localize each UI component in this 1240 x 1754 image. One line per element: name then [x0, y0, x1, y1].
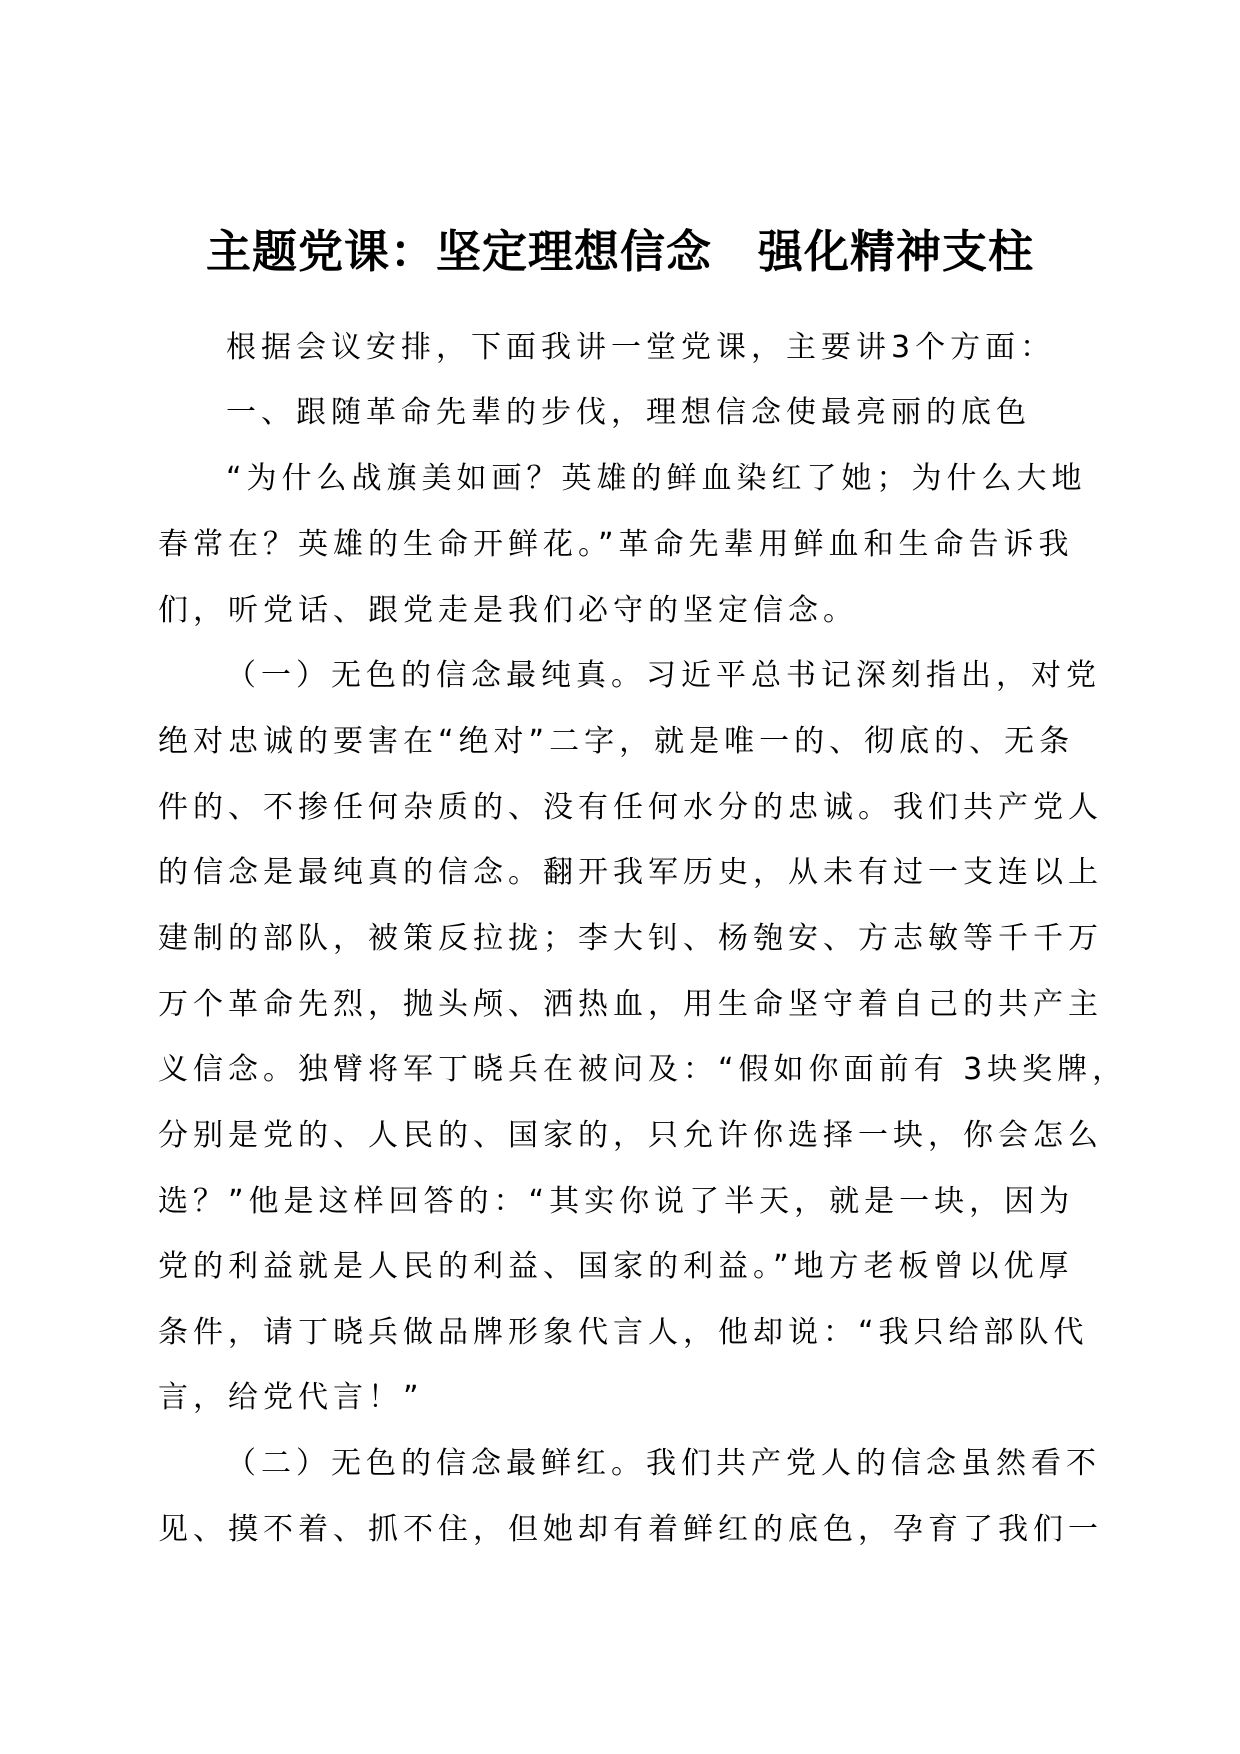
text-line: 见、摸不着、抓不住，但她却有着鲜红的底色，孕育了我们一 [158, 1512, 1103, 1547]
text-line: 春常在？英雄的生命开鲜花。”革命先辈用鲜血和生命告诉我 [158, 527, 1074, 562]
subsection-paragraph-2: （二）无色的信念最鲜红。我们共产党人的信念虽然看不 [226, 1446, 1101, 1481]
text-line: 万个革命先烈，抛头颅、洒热血，用生命坚守着自己的共产主 [158, 987, 1103, 1022]
text-line-intro: 根据会议安排，下面我讲一堂党课，主要讲3个方面： [226, 330, 1056, 365]
text-line: 条件，请丁晓兵做品牌形象代言人，他却说：“我只给部队代 [158, 1315, 1089, 1350]
text-line: 义信念。独臂将军丁晓兵在被问及：“假如你面前有 3块奖牌， [158, 1052, 1128, 1087]
text-line: 件的、不掺任何杂质的、没有任何水分的忠诚。我们共产党人 [158, 790, 1103, 825]
section-heading-1: 一、跟随革命先辈的步伐，理想信念使最亮丽的底色 [226, 395, 1031, 430]
document-title: 主题党课：坚定理想信念 强化精神支柱 [205, 225, 1034, 278]
text-line: 的信念是最纯真的信念。翻开我军历史，从未有过一支连以上 [158, 855, 1103, 890]
text-line: 党的利益就是人民的利益、国家的利益。”地方老板曾以优厚 [158, 1249, 1074, 1284]
text-line: 分别是党的、人民的、国家的，只允许你选择一块，你会怎么 [158, 1118, 1103, 1153]
text-line: 建制的部队，被策反拉拢；李大钊、杨匏安、方志敏等千千万 [158, 921, 1103, 956]
text-line: 绝对忠诚的要害在“绝对”二字，就是唯一的、彻底的、无条 [158, 724, 1075, 759]
text-line: 选？”他是这样回答的：“其实你说了半天，就是一块，因为 [158, 1184, 1075, 1219]
text-line: 言，给党代言！” [158, 1380, 424, 1415]
subsection-paragraph-1: （一）无色的信念最纯真。习近平总书记深刻指出，对党 [226, 658, 1101, 693]
text-line: “为什么战旗美如画？英雄的鲜血染红了她；为什么大地 [226, 461, 1087, 496]
text-line: 们，听党话、跟党走是我们必守的坚定信念。 [158, 593, 858, 628]
